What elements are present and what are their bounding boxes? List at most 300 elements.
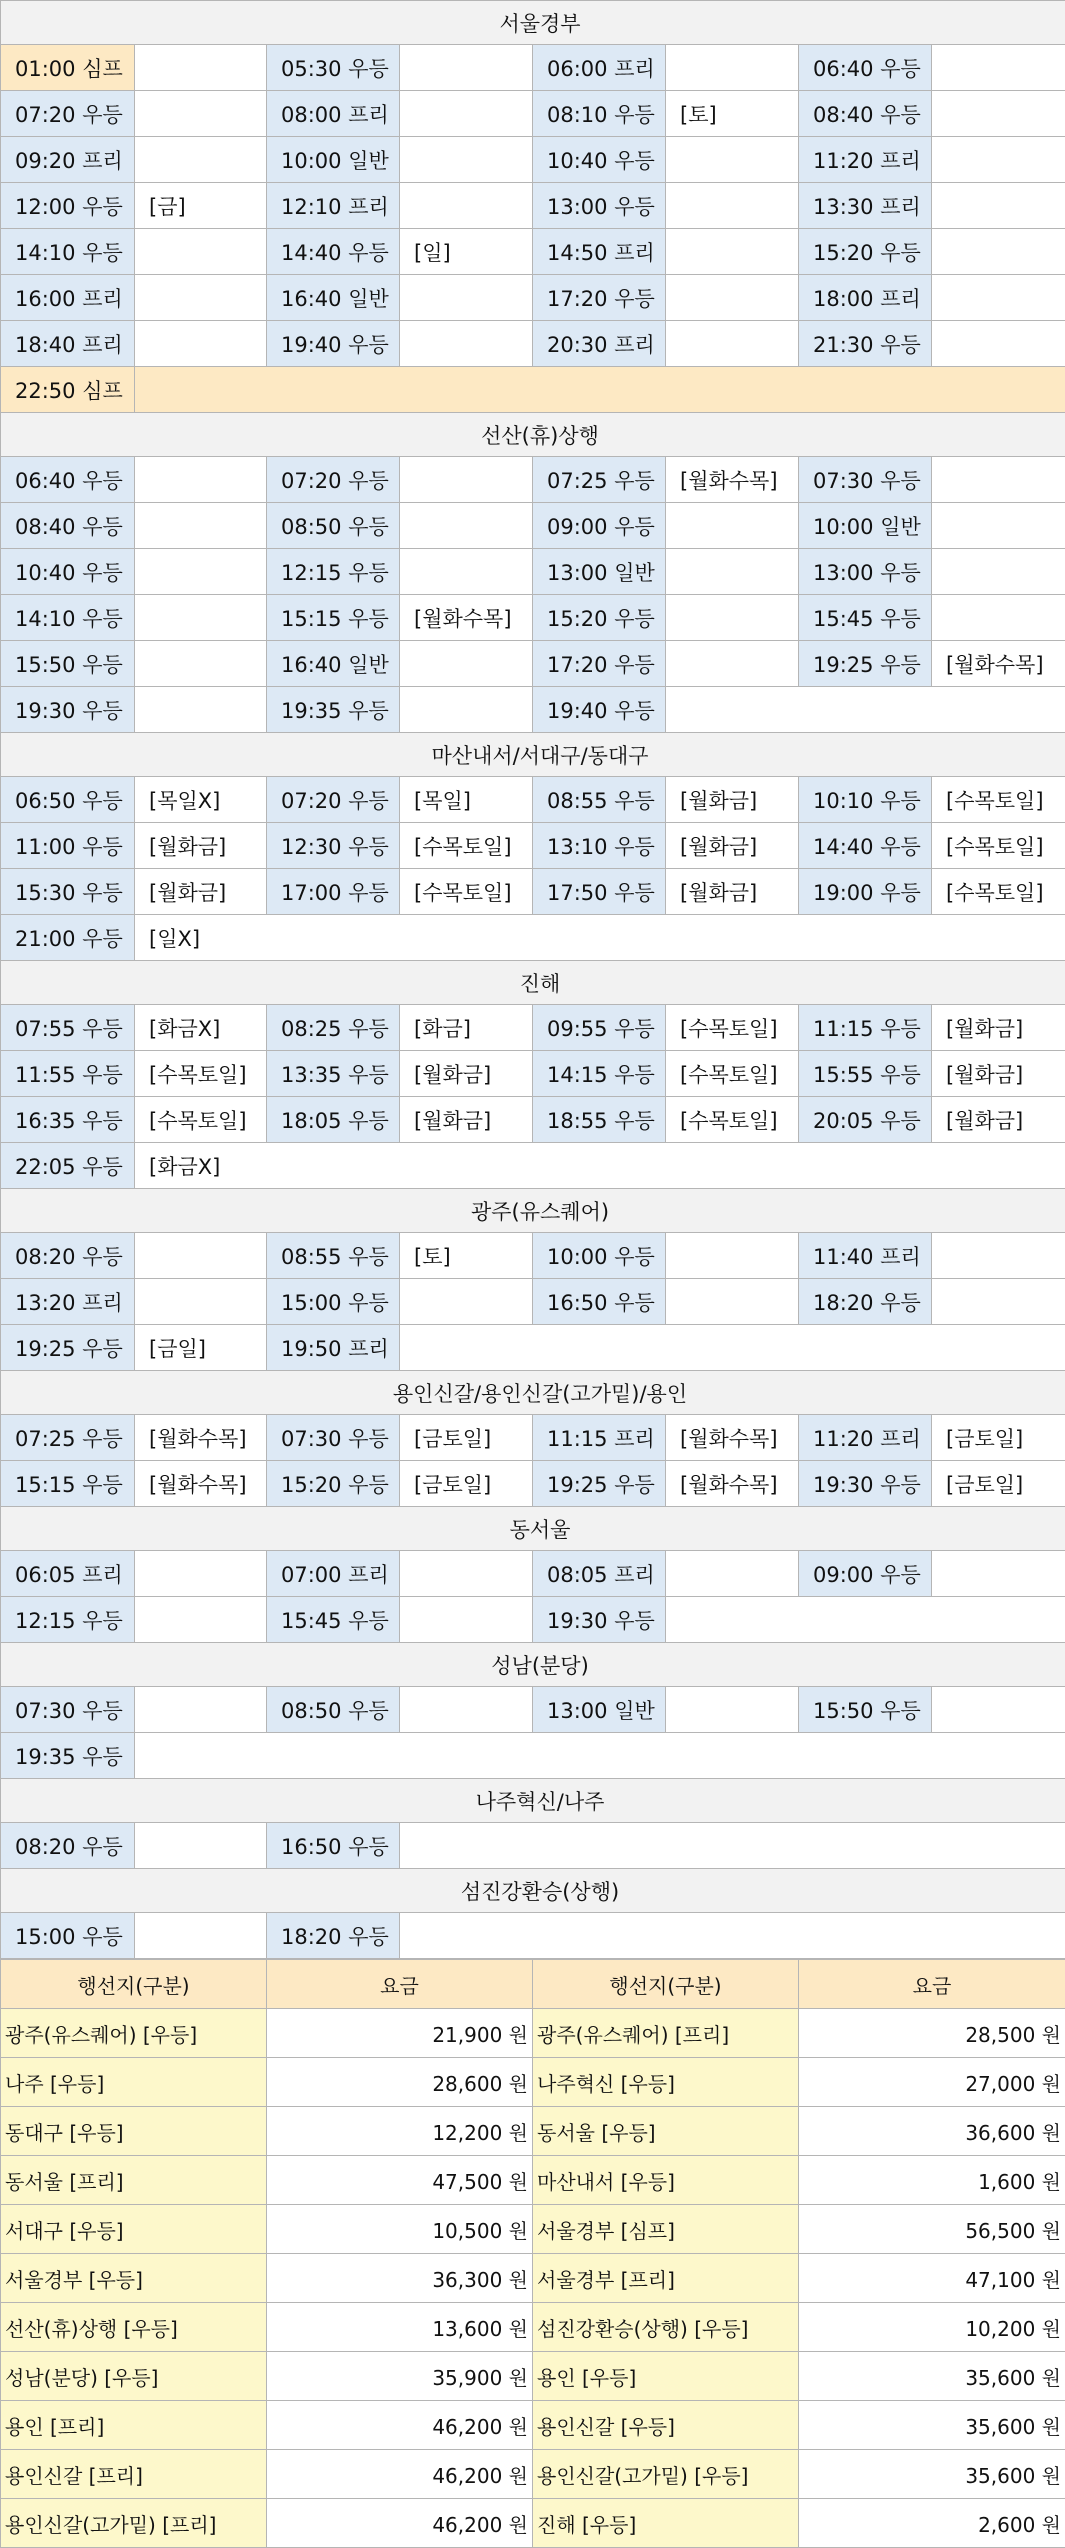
schedule-row — [1, 1823, 1065, 1869]
day-note — [135, 503, 267, 549]
route-header-row — [1, 1869, 1065, 1913]
departure-time: 17:20 우등 — [533, 275, 666, 321]
day-note — [135, 45, 267, 91]
day-note: [수목토일] — [400, 869, 533, 915]
departure-time: 11:00 우등 — [1, 823, 135, 869]
day-note — [666, 137, 799, 183]
departure-time: 14:10 우등 — [1, 229, 135, 275]
fare-row — [1, 2303, 1065, 2352]
day-note — [135, 1913, 267, 1959]
destination-name: 섬진강환승(상행) [우등] — [533, 2303, 799, 2352]
day-note — [932, 1551, 1065, 1597]
route-header: 서울경부 — [1, 1, 1065, 45]
day-note: [금토일] — [400, 1415, 533, 1461]
day-note — [135, 1823, 267, 1869]
day-note: [월화금] — [666, 869, 799, 915]
fare-row — [1, 2156, 1065, 2205]
route-header: 진해 — [1, 961, 1065, 1005]
fare-amount: 35,900 원 — [267, 2352, 533, 2401]
day-note: [수목토일] — [400, 823, 533, 869]
day-note: [금일] — [135, 1325, 267, 1371]
route-header-row — [1, 1189, 1065, 1233]
departure-time: 15:50 우등 — [1, 641, 135, 687]
departure-time: 06:05 프리 — [1, 1551, 135, 1597]
day-note — [400, 549, 533, 595]
departure-time: 11:40 프리 — [799, 1233, 932, 1279]
day-note: [월화금] — [135, 869, 267, 915]
fare-amount: 35,600 원 — [799, 2352, 1065, 2401]
destination-header: 행선지(구분) — [1, 1960, 267, 2009]
day-note — [400, 503, 533, 549]
departure-time: 16:35 우등 — [1, 1097, 135, 1143]
departure-time: 08:50 우등 — [267, 503, 400, 549]
schedule-row — [1, 1005, 1065, 1051]
fare-amount: 47,500 원 — [267, 2156, 533, 2205]
departure-time: 08:50 우등 — [267, 1687, 400, 1733]
destination-name: 용인신갈(고가밑) [우등] — [533, 2450, 799, 2499]
destination-name: 나주혁신 [우등] — [533, 2058, 799, 2107]
departure-time: 19:25 우등 — [799, 641, 932, 687]
day-note: [일X] — [135, 915, 1065, 961]
schedule-row — [1, 1143, 1065, 1189]
departure-time: 16:40 일반 — [267, 275, 400, 321]
day-note — [932, 1687, 1065, 1733]
departure-time: 15:20 우등 — [799, 229, 932, 275]
day-note — [135, 275, 267, 321]
destination-name: 용인 [프리] — [1, 2401, 267, 2450]
day-note: [수목토일] — [932, 823, 1065, 869]
day-note — [932, 595, 1065, 641]
day-note — [666, 549, 799, 595]
day-note: [금토일] — [932, 1415, 1065, 1461]
schedule-row — [1, 1687, 1065, 1733]
day-note — [932, 45, 1065, 91]
schedule-row — [1, 687, 1065, 733]
day-note: [월화수목] — [932, 641, 1065, 687]
departure-time: 15:30 우등 — [1, 869, 135, 915]
day-note — [135, 1597, 267, 1643]
destination-name: 나주 [우등] — [1, 2058, 267, 2107]
departure-time: 13:00 일반 — [533, 549, 666, 595]
schedule-row — [1, 1325, 1065, 1371]
day-note — [400, 137, 533, 183]
fare-header-row — [1, 1960, 1065, 2009]
day-note — [135, 1687, 267, 1733]
day-note — [400, 1279, 533, 1325]
schedule-row — [1, 777, 1065, 823]
destination-name: 용인신갈 [우등] — [533, 2401, 799, 2450]
schedule-row — [1, 1097, 1065, 1143]
departure-time: 06:40 우등 — [1, 457, 135, 503]
route-header: 마산내서/서대구/동대구 — [1, 733, 1065, 777]
departure-time: 18:20 우등 — [267, 1913, 400, 1959]
departure-time: 19:40 우등 — [533, 687, 666, 733]
departure-time: 17:00 우등 — [267, 869, 400, 915]
route-header-row — [1, 1779, 1065, 1823]
destination-name: 광주(유스퀘어) [우등] — [1, 2009, 267, 2058]
day-note — [932, 1279, 1065, 1325]
departure-time: 09:20 프리 — [1, 137, 135, 183]
fare-row — [1, 2450, 1065, 2499]
departure-time: 14:40 우등 — [267, 229, 400, 275]
fare-row — [1, 2205, 1065, 2254]
departure-time: 11:15 프리 — [533, 1415, 666, 1461]
schedule-row — [1, 275, 1065, 321]
day-note — [666, 1597, 1065, 1643]
day-note — [666, 595, 799, 641]
fare-amount: 27,000 원 — [799, 2058, 1065, 2107]
day-note: [수목토일] — [666, 1097, 799, 1143]
departure-time: 18:00 프리 — [799, 275, 932, 321]
day-note: [화금X] — [135, 1143, 1065, 1189]
fare-row — [1, 2401, 1065, 2450]
day-note: [수목토일] — [666, 1051, 799, 1097]
departure-time: 13:00 일반 — [533, 1687, 666, 1733]
fare-amount: 36,300 원 — [267, 2254, 533, 2303]
departure-time: 21:30 우등 — [799, 321, 932, 367]
departure-time: 07:20 우등 — [267, 457, 400, 503]
fare-row — [1, 2107, 1065, 2156]
departure-time: 13:20 프리 — [1, 1279, 135, 1325]
fare-amount: 2,600 원 — [799, 2499, 1065, 2548]
route-header-row — [1, 733, 1065, 777]
day-note — [135, 595, 267, 641]
day-note — [666, 1551, 799, 1597]
day-note — [932, 137, 1065, 183]
departure-time: 11:20 프리 — [799, 1415, 932, 1461]
schedule-row — [1, 137, 1065, 183]
route-header-row — [1, 1507, 1065, 1551]
departure-time: 16:50 우등 — [267, 1823, 400, 1869]
destination-name: 서울경부 [심프] — [533, 2205, 799, 2254]
departure-time: 14:50 프리 — [533, 229, 666, 275]
day-note: [월화수목] — [666, 1415, 799, 1461]
fare-amount: 56,500 원 — [799, 2205, 1065, 2254]
departure-time: 15:15 우등 — [1, 1461, 135, 1507]
day-note — [135, 1733, 1065, 1779]
schedule-row — [1, 457, 1065, 503]
day-note — [400, 1325, 1065, 1371]
departure-time: 08:20 우등 — [1, 1823, 135, 1869]
departure-time: 19:35 우등 — [267, 687, 400, 733]
day-note — [666, 1233, 799, 1279]
schedule-row — [1, 1461, 1065, 1507]
departure-time: 16:50 우등 — [533, 1279, 666, 1325]
schedule-row — [1, 641, 1065, 687]
day-note — [400, 1823, 1065, 1869]
departure-time: 07:00 프리 — [267, 1551, 400, 1597]
day-note: [목일X] — [135, 777, 267, 823]
departure-time: 01:00 심프 — [1, 45, 135, 91]
day-note — [666, 321, 799, 367]
departure-time: 14:15 우등 — [533, 1051, 666, 1097]
day-note: [월화금] — [932, 1097, 1065, 1143]
day-note: [수목토일] — [932, 777, 1065, 823]
fare-row — [1, 2352, 1065, 2401]
schedule-row — [1, 1279, 1065, 1325]
departure-time: 06:00 프리 — [533, 45, 666, 91]
departure-time: 18:55 우등 — [533, 1097, 666, 1143]
fare-row — [1, 2254, 1065, 2303]
departure-time: 08:55 우등 — [533, 777, 666, 823]
fare-amount: 13,600 원 — [267, 2303, 533, 2352]
departure-time: 15:55 우등 — [799, 1051, 932, 1097]
destination-name: 마산내서 [우등] — [533, 2156, 799, 2205]
departure-time: 19:30 우등 — [533, 1597, 666, 1643]
day-note — [135, 367, 1065, 413]
fare-header: 요금 — [267, 1960, 533, 2009]
destination-name: 서울경부 [우등] — [1, 2254, 267, 2303]
day-note: [화금X] — [135, 1005, 267, 1051]
route-header: 용인신갈/용인신갈(고가밑)/용인 — [1, 1371, 1065, 1415]
day-note — [135, 1551, 267, 1597]
day-note — [400, 183, 533, 229]
day-note: [월화수목] — [666, 457, 799, 503]
departure-time: 07:30 우등 — [799, 457, 932, 503]
departure-time: 15:00 우등 — [267, 1279, 400, 1325]
schedule-row — [1, 1051, 1065, 1097]
departure-time: 18:20 우등 — [799, 1279, 932, 1325]
fare-amount: 46,200 원 — [267, 2401, 533, 2450]
schedule-row — [1, 869, 1065, 915]
route-header: 섬진강환승(상행) — [1, 1869, 1065, 1913]
destination-name: 선산(휴)상행 [우등] — [1, 2303, 267, 2352]
schedule-row — [1, 91, 1065, 137]
day-note — [666, 1279, 799, 1325]
day-note — [400, 1597, 533, 1643]
day-note — [400, 1687, 533, 1733]
departure-time: 15:50 우등 — [799, 1687, 932, 1733]
departure-time: 15:45 우등 — [799, 595, 932, 641]
schedule-row — [1, 823, 1065, 869]
route-header-row — [1, 1371, 1065, 1415]
day-note: [금] — [135, 183, 267, 229]
departure-time: 08:05 프리 — [533, 1551, 666, 1597]
departure-time: 20:05 우등 — [799, 1097, 932, 1143]
departure-time: 15:20 우등 — [533, 595, 666, 641]
day-note: [월화금] — [400, 1097, 533, 1143]
destination-name: 광주(유스퀘어) [프리] — [533, 2009, 799, 2058]
departure-time: 06:40 우등 — [799, 45, 932, 91]
departure-time: 13:00 우등 — [799, 549, 932, 595]
route-header: 광주(유스퀘어) — [1, 1189, 1065, 1233]
fare-amount: 28,600 원 — [267, 2058, 533, 2107]
departure-time: 19:30 우등 — [799, 1461, 932, 1507]
departure-time: 19:30 우등 — [1, 687, 135, 733]
day-note — [135, 321, 267, 367]
day-note — [400, 321, 533, 367]
fare-row — [1, 2009, 1065, 2058]
departure-time: 19:35 우등 — [1, 1733, 135, 1779]
departure-time: 13:00 우등 — [533, 183, 666, 229]
day-note: [월화수목] — [135, 1461, 267, 1507]
departure-time: 10:00 일반 — [799, 503, 932, 549]
day-note — [666, 503, 799, 549]
day-note — [932, 1233, 1065, 1279]
departure-time: 12:30 우등 — [267, 823, 400, 869]
fare-amount: 10,500 원 — [267, 2205, 533, 2254]
departure-time: 07:30 우등 — [1, 1687, 135, 1733]
day-note — [932, 183, 1065, 229]
day-note — [932, 549, 1065, 595]
fare-header: 요금 — [799, 1960, 1065, 2009]
fare-amount: 46,200 원 — [267, 2499, 533, 2548]
route-header-row — [1, 1, 1065, 45]
day-note: [수목토일] — [932, 869, 1065, 915]
departure-time: 20:30 프리 — [533, 321, 666, 367]
departure-time: 19:50 프리 — [267, 1325, 400, 1371]
destination-name: 용인 [우등] — [533, 2352, 799, 2401]
day-note — [932, 321, 1065, 367]
departure-time: 12:00 우등 — [1, 183, 135, 229]
day-note — [400, 275, 533, 321]
destination-name: 용인신갈 [프리] — [1, 2450, 267, 2499]
day-note: [월화수목] — [135, 1415, 267, 1461]
departure-time: 07:55 우등 — [1, 1005, 135, 1051]
day-note: [수목토일] — [135, 1051, 267, 1097]
departure-time: 10:00 우등 — [533, 1233, 666, 1279]
departure-time: 13:30 프리 — [799, 183, 932, 229]
schedule-row — [1, 595, 1065, 641]
day-note — [666, 641, 799, 687]
day-note — [135, 641, 267, 687]
departure-time: 07:25 우등 — [533, 457, 666, 503]
destination-name: 서울경부 [프리] — [533, 2254, 799, 2303]
departure-time: 16:00 프리 — [1, 275, 135, 321]
day-note — [135, 1233, 267, 1279]
day-note: [토] — [400, 1233, 533, 1279]
fare-table — [0, 1959, 1065, 2548]
departure-time: 19:40 우등 — [267, 321, 400, 367]
day-note: [월화금] — [666, 823, 799, 869]
schedule-row — [1, 1597, 1065, 1643]
schedule-row — [1, 1233, 1065, 1279]
fare-amount: 47,100 원 — [799, 2254, 1065, 2303]
departure-time: 22:50 심프 — [1, 367, 135, 413]
schedule-row — [1, 1913, 1065, 1959]
schedule-row — [1, 503, 1065, 549]
day-note — [135, 1279, 267, 1325]
day-note: [수목토일] — [135, 1097, 267, 1143]
fare-row — [1, 2499, 1065, 2548]
destination-name: 동서울 [프리] — [1, 2156, 267, 2205]
departure-time: 11:55 우등 — [1, 1051, 135, 1097]
departure-time: 19:25 우등 — [1, 1325, 135, 1371]
departure-time: 09:00 우등 — [799, 1551, 932, 1597]
day-note — [400, 1913, 1065, 1959]
fare-amount: 35,600 원 — [799, 2401, 1065, 2450]
destination-name: 용인신갈(고가밑) [프리] — [1, 2499, 267, 2548]
departure-time: 17:50 우등 — [533, 869, 666, 915]
schedule-row — [1, 321, 1065, 367]
schedule-row — [1, 183, 1065, 229]
route-header-row — [1, 961, 1065, 1005]
fare-amount: 12,200 원 — [267, 2107, 533, 2156]
day-note: [월화금] — [932, 1005, 1065, 1051]
day-note — [400, 91, 533, 137]
day-note — [666, 687, 1065, 733]
fare-amount: 46,200 원 — [267, 2450, 533, 2499]
day-note — [932, 91, 1065, 137]
departure-time: 07:25 우등 — [1, 1415, 135, 1461]
day-note: [토] — [666, 91, 799, 137]
departure-time: 08:10 우등 — [533, 91, 666, 137]
departure-time: 22:05 우등 — [1, 1143, 135, 1189]
day-note: [월화수목] — [400, 595, 533, 641]
departure-time: 06:50 우등 — [1, 777, 135, 823]
destination-header: 행선지(구분) — [533, 1960, 799, 2009]
route-header-row — [1, 1643, 1065, 1687]
departure-time: 11:20 프리 — [799, 137, 932, 183]
departure-time: 10:40 우등 — [533, 137, 666, 183]
departure-time: 08:55 우등 — [267, 1233, 400, 1279]
departure-time: 10:40 우등 — [1, 549, 135, 595]
departure-time: 08:20 우등 — [1, 1233, 135, 1279]
day-note: [금토일] — [400, 1461, 533, 1507]
departure-time: 10:00 일반 — [267, 137, 400, 183]
departure-time: 13:35 우등 — [267, 1051, 400, 1097]
day-note — [400, 641, 533, 687]
departure-time: 15:15 우등 — [267, 595, 400, 641]
day-note — [400, 687, 533, 733]
fare-row — [1, 2058, 1065, 2107]
day-note — [135, 229, 267, 275]
fare-amount: 10,200 원 — [799, 2303, 1065, 2352]
destination-name: 동대구 [우등] — [1, 2107, 267, 2156]
day-note — [135, 549, 267, 595]
day-note — [400, 1551, 533, 1597]
destination-name: 성남(분당) [우등] — [1, 2352, 267, 2401]
departure-time: 15:20 우등 — [267, 1461, 400, 1507]
route-header: 선산(휴)상행 — [1, 413, 1065, 457]
fare-amount: 35,600 원 — [799, 2450, 1065, 2499]
departure-time: 07:20 우등 — [267, 777, 400, 823]
day-note — [135, 457, 267, 503]
departure-time: 13:10 우등 — [533, 823, 666, 869]
day-note: [월화금] — [400, 1051, 533, 1097]
departure-time: 14:10 우등 — [1, 595, 135, 641]
departure-time: 07:30 우등 — [267, 1415, 400, 1461]
departure-time: 08:25 우등 — [267, 1005, 400, 1051]
day-note — [932, 503, 1065, 549]
day-note — [932, 229, 1065, 275]
day-note — [135, 687, 267, 733]
departure-time: 08:40 우등 — [799, 91, 932, 137]
departure-time: 17:20 우등 — [533, 641, 666, 687]
day-note — [666, 183, 799, 229]
schedule-row — [1, 1551, 1065, 1597]
departure-time: 12:10 프리 — [267, 183, 400, 229]
day-note: [화금] — [400, 1005, 533, 1051]
day-note: [월화금] — [932, 1051, 1065, 1097]
fare-amount: 1,600 원 — [799, 2156, 1065, 2205]
day-note — [135, 137, 267, 183]
departure-time: 07:20 우등 — [1, 91, 135, 137]
schedule-row — [1, 549, 1065, 595]
departure-time: 15:00 우등 — [1, 1913, 135, 1959]
departure-time: 05:30 우등 — [267, 45, 400, 91]
schedule-row — [1, 229, 1065, 275]
departure-time: 18:05 우등 — [267, 1097, 400, 1143]
schedule-row — [1, 367, 1065, 413]
departure-time: 14:40 우등 — [799, 823, 932, 869]
schedule-row — [1, 1415, 1065, 1461]
departure-time: 15:45 우등 — [267, 1597, 400, 1643]
schedule-row — [1, 915, 1065, 961]
destination-name: 동서울 [우등] — [533, 2107, 799, 2156]
departure-time: 19:00 우등 — [799, 869, 932, 915]
departure-time: 16:40 일반 — [267, 641, 400, 687]
